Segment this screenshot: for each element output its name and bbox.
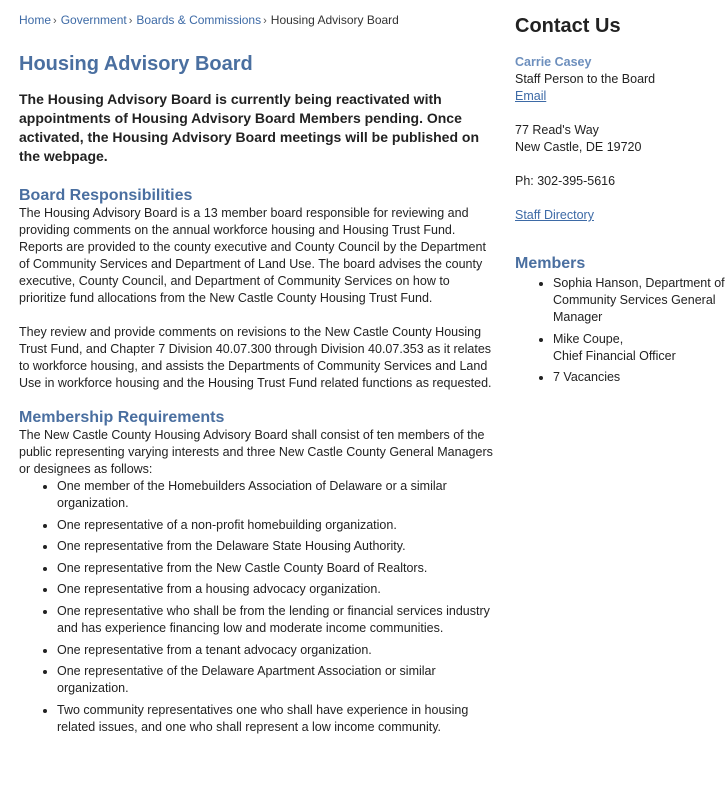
contact-person-name: Carrie Casey <box>515 55 592 69</box>
list-item: • One member of the Homebuilders Association of Delaware or a similar organization. <box>57 478 499 512</box>
list-item: • One representative from a housing advocacy organization. <box>57 581 499 598</box>
breadcrumb-separator: › <box>263 15 267 27</box>
address-line-2: New Castle, DE 19720 <box>515 140 642 154</box>
reactivation-notice: The Housing Advisory Board is currently being reactivated with appointments of Housing Advisory Board Members pending. Once activated, the Housing Advisory Board meetings will be published on the webpage. <box>19 91 479 164</box>
list-item: • One representative of a non-profit homebuilding organization. <box>57 517 499 534</box>
list-item: • One representative from the New Castle County Board of Realtors. <box>57 560 499 577</box>
members-heading: Members <box>515 255 586 272</box>
list-item <box>553 331 725 365</box>
membership-intro: The New Castle County Housing Advisory Board shall consist of ten members of the public representing varying interests and three New Castle County General Managers or designees as follows: <box>19 428 493 476</box>
phone-number: Ph: 302-395-5616 <box>515 174 616 188</box>
responsibilities-paragraph-2: They review and provide comments on revisions to the New Castle County Housing Trust Fund, and Chapter 7 Division 40.07.300 through Division 40.07.353 as it relates to workforce housing, and assists the Departments of Community Services and Land Use in workforce housing and the Housing Trust Fund related functions as requested. <box>19 325 492 390</box>
list-item: • Two community representatives one who shall have experience in housing related issues, and one who shall represent a low income community. <box>57 702 499 736</box>
member-name: 7 Vacancies <box>553 370 621 385</box>
member-name: Mike Coupe, <box>553 331 624 346</box>
contact-us-heading: Contact Us <box>515 15 621 37</box>
membership-list <box>19 478 499 736</box>
list-item: • One representative of the Delaware Apartment Association or similar organization. <box>57 663 499 697</box>
contact-sidebar <box>515 14 725 391</box>
breadcrumb-separator: › <box>128 15 133 27</box>
member-name: Sophia Hanson, Department of Community Services General Manager <box>553 276 725 324</box>
contact-person-role: Staff Person to the Board <box>515 72 656 86</box>
list-item: • One representative from a tenant advocacy organization. <box>57 642 499 659</box>
list-item <box>553 369 725 386</box>
member-title: Chief Financial Officer <box>553 348 676 363</box>
board-responsibilities-heading: Board Responsibilities <box>19 187 193 204</box>
main-content <box>19 52 499 740</box>
breadcrumb-current: Housing Advisory Board <box>270 13 399 27</box>
address-line-1: 77 Read's Way <box>515 123 599 137</box>
breadcrumb <box>19 13 399 27</box>
breadcrumb-boards-link[interactable]: Boards & Commissions <box>136 13 262 27</box>
page-title: Housing Advisory Board <box>19 53 253 75</box>
list-item: • One representative from the Delaware State Housing Authority. <box>57 538 499 555</box>
members-list <box>515 275 725 386</box>
list-item: • One representative who shall be from the lending or financial services industry and has experience financing low and moderate income communities. <box>57 603 499 637</box>
responsibilities-paragraph-1: The Housing Advisory Board is a 13 member board responsible for reviewing and providing comments on the annual workforce housing and Housing Trust Fund. Reports are provided to the county executive and County Council by the Department of Community Services and Department of Land Use. The board advises the county executive, County Council, and Department of Community Services on how to prioritize fund allocations from the New Castle County Housing Trust Fund. <box>19 206 486 305</box>
breadcrumb-home-link[interactable]: Home <box>19 13 52 27</box>
breadcrumb-government-link[interactable]: Government <box>60 13 127 27</box>
staff-directory-link[interactable]: Staff Directory <box>515 208 594 222</box>
membership-requirements-heading: Membership Requirements <box>19 409 225 426</box>
email-link[interactable]: Email <box>515 89 547 103</box>
list-item <box>553 275 725 326</box>
breadcrumb-separator: › <box>53 15 57 27</box>
